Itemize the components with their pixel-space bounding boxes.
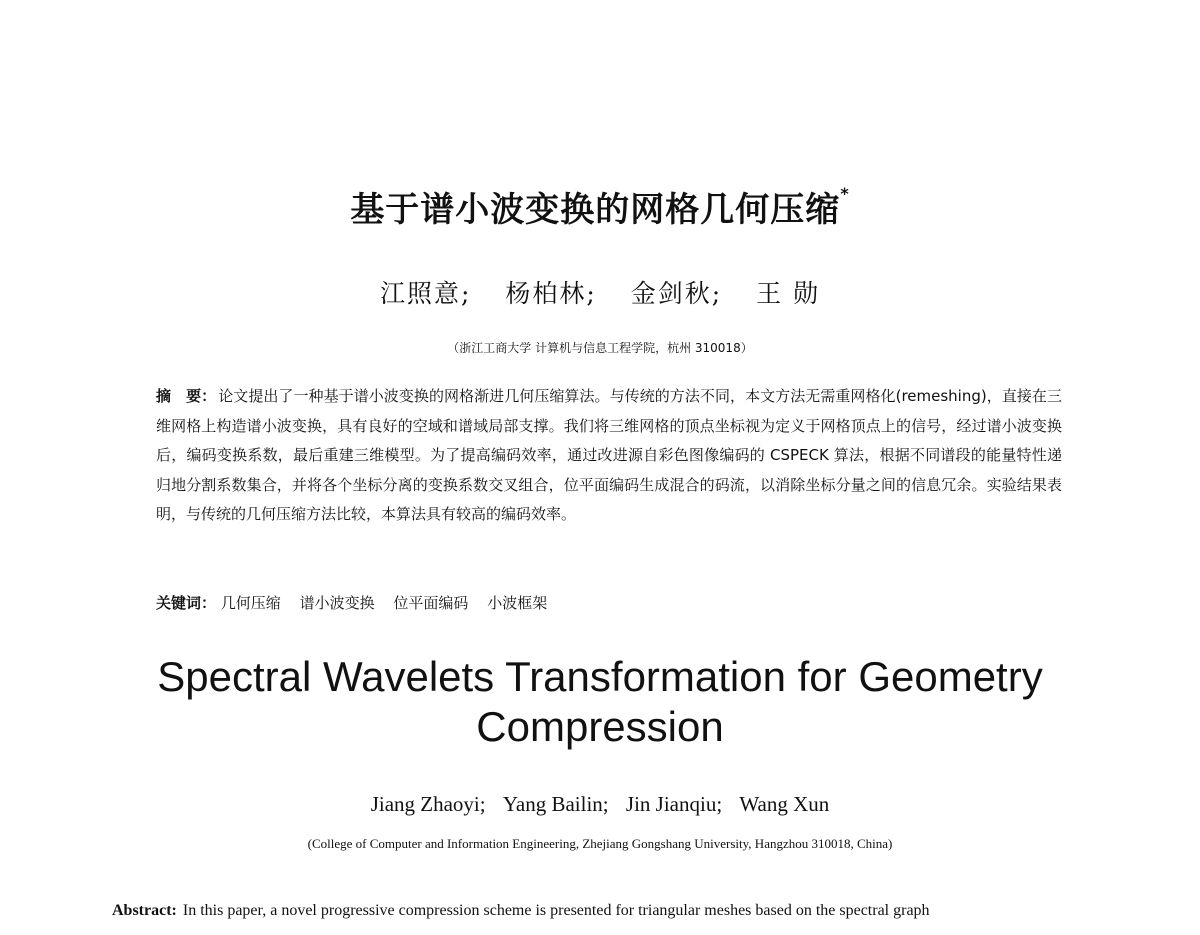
keywords-label: 关键词： — [156, 594, 217, 612]
chinese-abstract — [156, 382, 1062, 530]
chinese-affiliation: （浙江工商大学 计算机与信息工程学院，杭州 310018） — [447, 341, 753, 355]
chinese-title — [0, 182, 1200, 231]
english-title: Spectral Wavelets Transformation for Geometry Compression — [157, 653, 1043, 750]
chinese-authors — [0, 274, 1200, 310]
chinese-author: 江照意; — [379, 279, 472, 308]
chinese-title-text: 基于谱小波变换的网格几何压缩 — [350, 190, 841, 230]
english-author: Jiang Zhaoyi; — [370, 792, 486, 816]
english-abstract-text: In this paper, a novel progressive compression scheme is presented for triangular meshes based on the spectral graph — [182, 902, 930, 919]
keyword: 位平面编码 — [393, 594, 469, 612]
title-footnote-mark: * — [840, 184, 850, 203]
chinese-author: 杨柏林; — [505, 279, 597, 308]
chinese-abstract-label: 摘 要： — [156, 387, 217, 405]
english-authors — [0, 792, 1200, 817]
chinese-author: 王 勋 — [756, 279, 821, 308]
english-abstract-label: Abstract: — [112, 902, 177, 919]
english-author: Jin Jianqiu; — [625, 792, 723, 816]
keyword: 谱小波变换 — [299, 594, 375, 612]
keyword: 小波框架 — [487, 594, 548, 612]
english-author: Wang Xun — [739, 792, 830, 816]
english-affiliation: (College of Computer and Information Engineering, Zhejiang Gongshang University, Hangzhou 310018, China) — [307, 836, 893, 851]
keyword: 几何压缩 — [220, 594, 281, 612]
chinese-author: 金剑秋; — [630, 279, 723, 308]
english-abstract — [112, 897, 1107, 925]
chinese-abstract-text: 论文提出了一种基于谱小波变换的网格渐进几何压缩算法。与传统的方法不同，本文方法无需重网格化(remeshing)，直接在三维网格上构造谱小波变换，具有良好的空域和谱域局部支撑。我们将三维网格的顶点坐标视为定义于网格顶点上的信号，经过谱小波变换后，编码变换系数，最后重建三维模型。为了提高编码效率，通过改进源自彩色图像编码的 CSPECK 算法，根据不同谱段的能量特性递归地分割系数集合，并将各个坐标分离的变换系数交叉组合，位平面编码生成混合的码流，以消除坐标分量之间的信息冗余。实验结果表明，与传统的几何压缩方法比较，本算法具有较高的编码效率。 — [156, 387, 1062, 523]
chinese-keywords — [156, 592, 1062, 613]
english-author: Yang Bailin; — [502, 792, 609, 816]
